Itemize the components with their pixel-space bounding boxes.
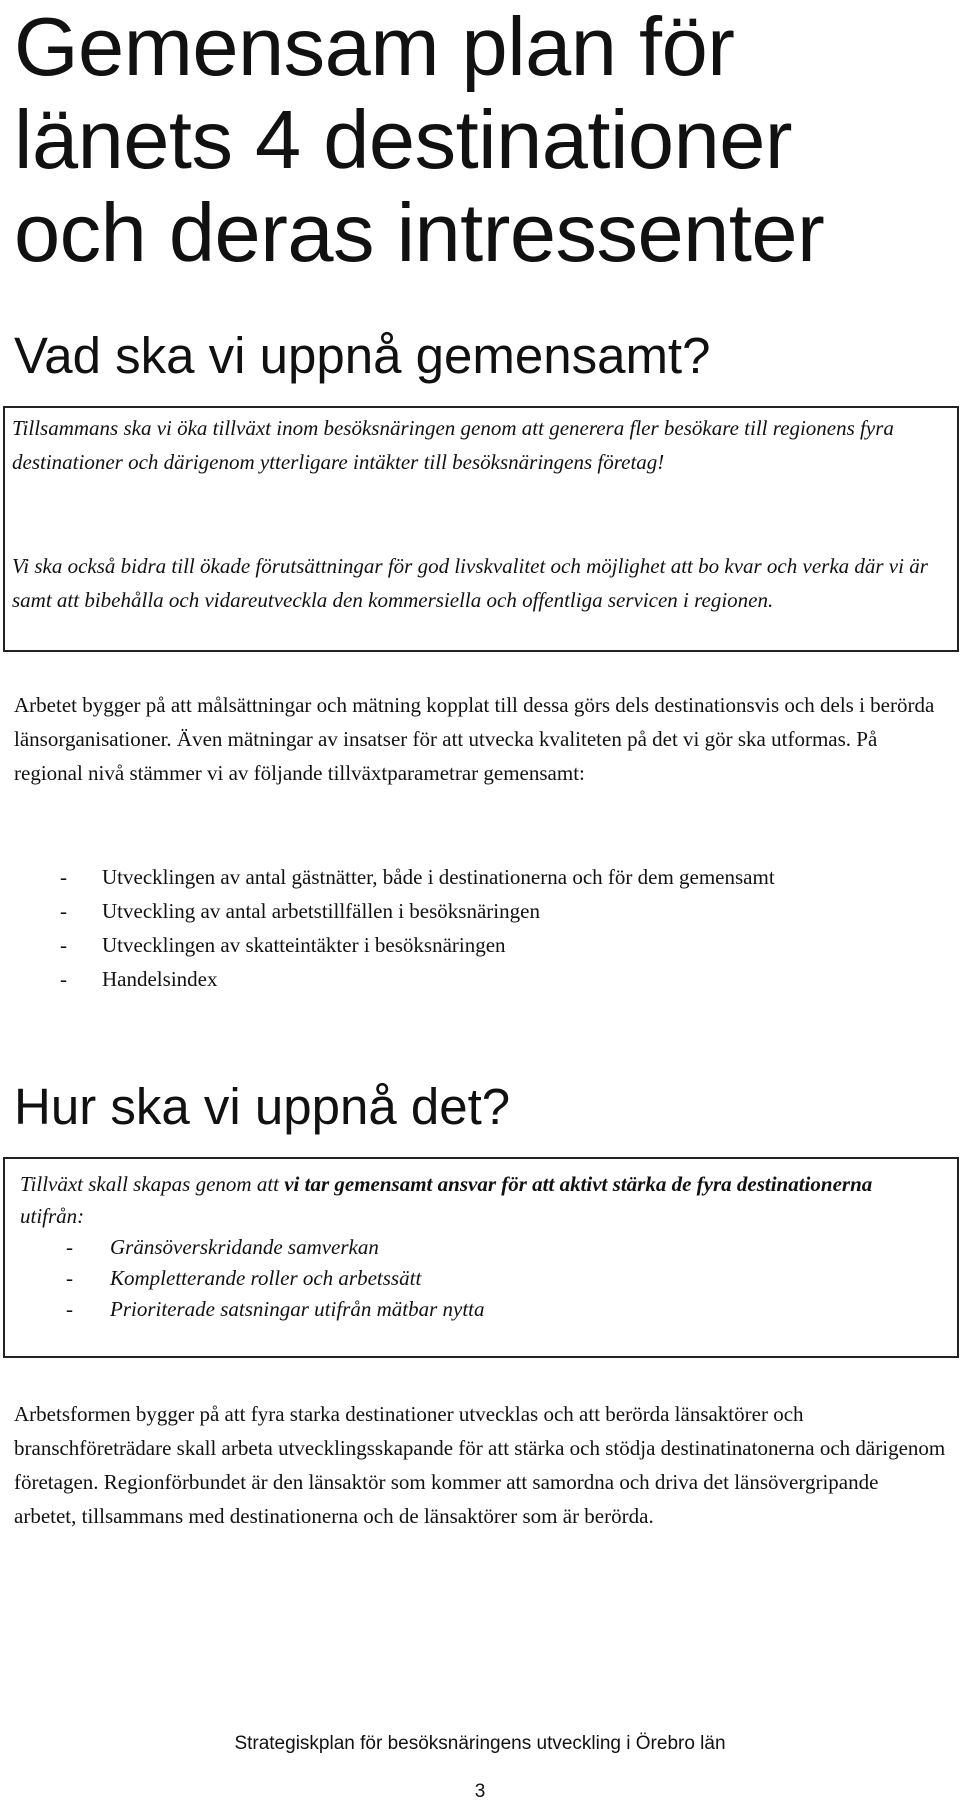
list-item-text: Utvecklingen av antal gästnätter, både i destinationerna och för dem gemensamt: [102, 865, 775, 889]
list-marker: -: [66, 1266, 73, 1290]
goals-box-paragraph-1: Tillsammans ska vi öka tillväxt inom besöksnäringen genom att generera fler besökare till regionens fyra destinationer och därigenom ytterligare intäkter till besöksnäringens företag!: [12, 416, 894, 474]
document-title: Gemensam plan för länets 4 destinationer och deras intressenter: [14, 0, 825, 279]
intro-emphasis: vi tar gemensamt ansvar för att aktivt stärka de fyra destinationerna: [284, 1172, 873, 1196]
section-heading-how: Hur ska vi uppnå det?: [14, 1078, 511, 1135]
intro-text-end: utifrån:: [20, 1204, 85, 1228]
list-item: [14, 894, 914, 928]
list-item: [20, 1232, 920, 1263]
list-item-text: Gränsöverskridande samverkan: [110, 1235, 379, 1259]
list-item-text: Handelsindex: [102, 967, 218, 991]
goals-box-paragraph-2: Vi ska också bidra till ökade förutsättningar för god livskvalitet och möjlighet att bo kvar och verka där vi är samt att bibehålla och vidareutveckla den kommersiella och offentliga servicen i regionen.: [12, 554, 928, 612]
list-item: [14, 962, 914, 996]
page-footer: Strategiskplan för besöksnäringens utveckling i Örebro län: [234, 1733, 726, 1754]
section-heading-goals: Vad ska vi uppnå gemensamt?: [14, 327, 711, 384]
list-marker: -: [60, 967, 67, 991]
list-marker: -: [66, 1235, 73, 1259]
list-item-text: Kompletterande roller och arbetssätt: [110, 1266, 422, 1290]
list-marker: -: [60, 933, 67, 957]
growth-parameter-list: [14, 860, 914, 996]
list-marker: -: [60, 899, 67, 923]
list-item: [20, 1294, 920, 1325]
list-item-text: Utvecklingen av skatteintäkter i besöksnäringen: [102, 933, 506, 957]
list-marker: -: [66, 1297, 73, 1321]
list-item: [14, 928, 914, 962]
working-method-paragraph: Arbetsformen bygger på att fyra starka destinationer utvecklas och att berörda länsaktörer och branschföreträdare skall arbeta utvecklingsskapande för att stärka och stödja destinatinatonerna och därigenom företagen. Regionförbundet är den länsaktör som kommer att samordna och driva det länsövergripande arbetet, tillsammans med destinationerna och de länsaktörer som är berörda.: [14, 1402, 946, 1528]
page-number: 3: [474, 1781, 486, 1802]
how-list: [20, 1232, 920, 1325]
intro-text: Tillväxt skall skapas genom att: [20, 1172, 285, 1196]
list-item-text: Utveckling av antal arbetstillfällen i besöksnäringen: [102, 899, 540, 923]
list-item: [20, 1263, 920, 1294]
how-box-intro: [20, 1168, 940, 1232]
list-marker: -: [60, 865, 67, 889]
list-item: [14, 860, 914, 894]
list-item-text: Prioriterade satsningar utifrån mätbar nytta: [110, 1297, 485, 1321]
measurement-paragraph: Arbetet bygger på att målsättningar och mätning kopplat till dessa görs dels destinationsvis och dels i berörda länsorganisationer. Även mätningar av insatser för att utvecka kvaliteten på det vi gör ska utformas. På regional nivå stämmer vi av följande tillväxtparametrar gemensamt:: [14, 693, 935, 785]
